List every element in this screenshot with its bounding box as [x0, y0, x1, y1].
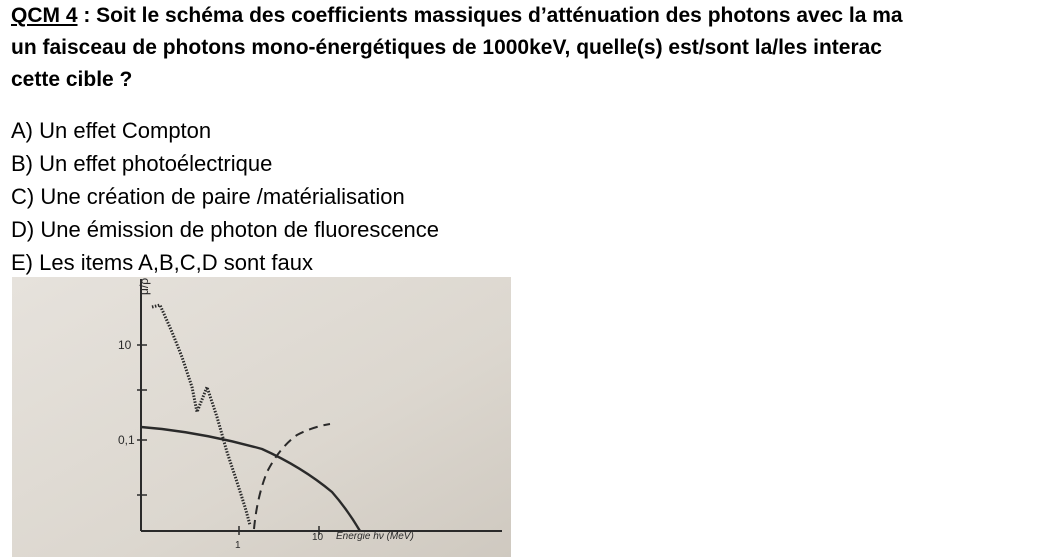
x-tick-label-1: 1 — [235, 540, 241, 551]
answer-e[interactable]: E) Les items A,B,C,D sont faux — [11, 250, 314, 275]
question-line-2: un faisceau de photons mono-énergétiques de 1000keV, quelle(s) est/sont la/les interac — [11, 36, 882, 59]
answer-d[interactable]: D) Une émission de photon de fluorescence — [11, 217, 440, 242]
question-line-3: cette cible ? — [11, 68, 133, 91]
paper-background — [12, 277, 511, 557]
x-tick-label-10: 10 — [312, 532, 324, 543]
question-number: QCM 4 — [11, 4, 78, 27]
y-axis-label: μ/ρ — [137, 277, 151, 295]
question-line-1-text: : Soit le schéma des coefficients massiques d’atténuation des photons avec la ma — [77, 4, 903, 27]
question-line-1 — [11, 0, 1061, 32]
y-tick-label-10: 10 — [118, 338, 132, 352]
attenuation-diagram-photo — [12, 277, 511, 557]
attenuation-diagram — [12, 277, 511, 557]
y-tick-label-0-1: 0,1 — [118, 433, 135, 447]
answer-b[interactable]: B) Un effet photoélectrique — [11, 151, 273, 176]
x-axis-label: Énergie hν (MeV) — [336, 531, 414, 542]
answer-list — [11, 114, 439, 279]
answer-a[interactable]: A) Un effet Compton — [11, 118, 212, 143]
question-text — [11, 0, 1061, 96]
answer-c[interactable]: C) Une création de paire /matérialisation — [11, 184, 405, 209]
